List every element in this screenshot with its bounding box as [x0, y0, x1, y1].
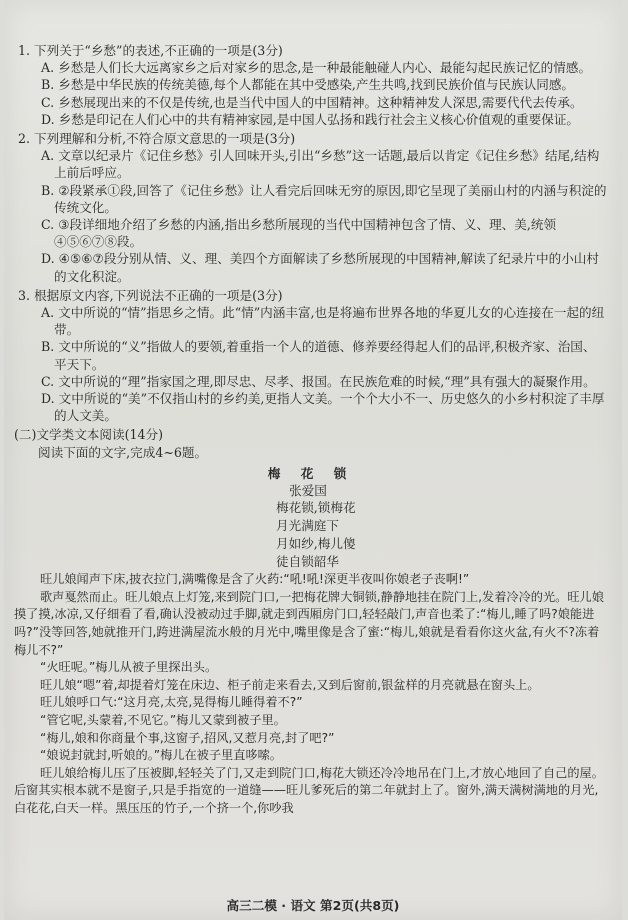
- epigraph-poem: [14, 499, 608, 571]
- exam-page: [4, 0, 622, 920]
- story-paragraph: “梅儿,娘和你商量个事,这窗子,招风,又惹月亮,封了吧?”: [40, 730, 335, 745]
- page-footer: 高三二模 · 语文 第2页(共8页): [226, 898, 400, 913]
- story-paragraph: “火旺呢。”梅儿从被子里探出头。: [40, 660, 218, 675]
- page-content: [14, 42, 608, 818]
- story-body: [14, 571, 608, 817]
- option-a: A. 文章以纪录片《记住乡愁》引人回味开头,引出“乡愁”这一话题,最后以肯定《记住乡愁》结尾,结构上前后呼应。: [41, 148, 600, 181]
- story-paragraph: 旺儿娘呼口气:“这月亮,太亮,晃得梅儿睡得着不?”: [40, 695, 303, 710]
- option-b: B. 乡愁是中华民族的传统美德,每个人都能在其中受感染,产生共鸣,找到民族价值与民族认同感。: [41, 77, 575, 93]
- story-paragraph: 旺儿娘闻声下床,披衣拉门,满嘴像是含了火药:“吼!吼!深更半夜叫你娘老子丧啊!”: [40, 572, 470, 587]
- question-3: [14, 287, 608, 425]
- poem-line: 梅花锁,锁梅花: [276, 500, 356, 516]
- option-c: C. 乡愁展现出来的不仅是传统,也是当代中国人的中国精神。这种精神发人深思,需要代代去传承。: [41, 94, 583, 110]
- question-stem: 1. 下列关于“乡愁”的表述,不正确的一项是(3分): [18, 43, 283, 58]
- poem-line: 徒自锁韶华: [276, 554, 339, 570]
- story-paragraph: 歌声戛然而止。旺儿娘点上灯笼,来到院门口,一把梅花牌大铜锁,静静地挂在院门上,发着冷冷的光。旺儿娘摸了摸,冰凉,又仔细看了看,确认没被动过手脚,就走到西厢房门口,轻轻敲门,声音也柔了:“梅儿,睡了吗?娘能进吗?”没等回答,她就推开门,跨进满屋流水般的月光中,嘴里像是含了蜜:“梅儿,娘就是看看你这火盆,有火不?冻着梅儿不?”: [14, 589, 604, 657]
- option-d: D. ④⑤⑥⑦段分别从情、义、理、美四个方面解读了乡愁所展现的中国精神,解读了纪录片中的小山村的文化积淀。: [41, 251, 599, 284]
- question-1: [14, 42, 608, 128]
- story-title: 梅 花 锁: [267, 465, 355, 481]
- poem-line: 月如纱,梅儿傻: [276, 536, 356, 552]
- question-stem: 2. 下列理解和分析,不符合原文意思的一项是(3分): [18, 131, 296, 147]
- option-c: C. 文中所说的“理”指家国之理,即尽忠、尽孝、报国。在民族危难的时候,“理”具有强大的凝聚作用。: [41, 373, 596, 389]
- reading-instruction: 阅读下面的文字,完成4~6题。: [38, 444, 208, 460]
- option-d: D. 文中所说的“美”不仅指山村的乡约美,更指人文美。一个个大小不一、历史悠久的小乡村积淀了丰厚的人文美。: [41, 391, 605, 424]
- option-b: B. 文中所说的“义”指做人的要领,着重指一个人的道德、修养要经得起人们的品评,积极齐家、治国、平天下。: [41, 339, 596, 372]
- question-stem: 3. 根据原文内容,下列说法不正确的一项是(3分): [18, 287, 283, 303]
- story-paragraph: “管它呢,头蒙着,不见它。”梅儿又蒙到被子里。: [40, 713, 286, 728]
- option-c: C. ③段详细地介绍了乡愁的内涵,指出乡愁所展现的当代中国精神包含了情、义、理、美,统领④⑤⑥⑦⑧段。: [41, 217, 557, 250]
- poem-line: 月光满庭下: [276, 518, 339, 534]
- section-heading: (二)文学类文本阅读(14分): [14, 427, 164, 443]
- story-paragraph: “娘说封就封,听娘的。”梅儿在被子里直哆嗦。: [40, 748, 282, 763]
- story-paragraph: 旺儿娘“嗯”着,却提着灯笼在床边、柜子前走来看去,又到后窗前,银盆样的月亮就悬在窗头上。: [40, 677, 540, 692]
- story-author: 张爱国: [289, 483, 327, 499]
- option-a: A. 乡愁是人们长大远离家乡之后对家乡的思念,是一种最能触碰人内心、最能勾起民族记忆的情感。: [41, 60, 592, 76]
- option-b: B. ②段紧承①段,回答了《记住乡愁》让人看完后回味无穷的原因,即它呈现了美丽山村的内涵与积淀的传统文化。: [41, 182, 607, 215]
- option-d: D. 乡愁是印记在人们心中的共有精神家园,是中国人弘扬和践行社会主义核心价值观的重要保证。: [41, 111, 580, 127]
- question-2: [14, 130, 608, 285]
- option-a: A. 文中所说的“情”指思乡之情。此“情”内涵丰富,也是将遍布世界各地的华夏儿女的心连接在一起的纽带。: [41, 305, 605, 338]
- story-paragraph: 旺儿娘给梅儿压了压被脚,轻轻关了门,又走到院门口,梅花大锁还冷冷地吊在门上,才放心地回了自己的屋。后窗其实根本就不是窗子,只是手指宽的一道缝——旺儿爹死后的第二年就封上了。窗外,满天满树满地的月光,白花花,白天一样。黑压压的竹子,一个挤一个,你吵我: [14, 765, 604, 815]
